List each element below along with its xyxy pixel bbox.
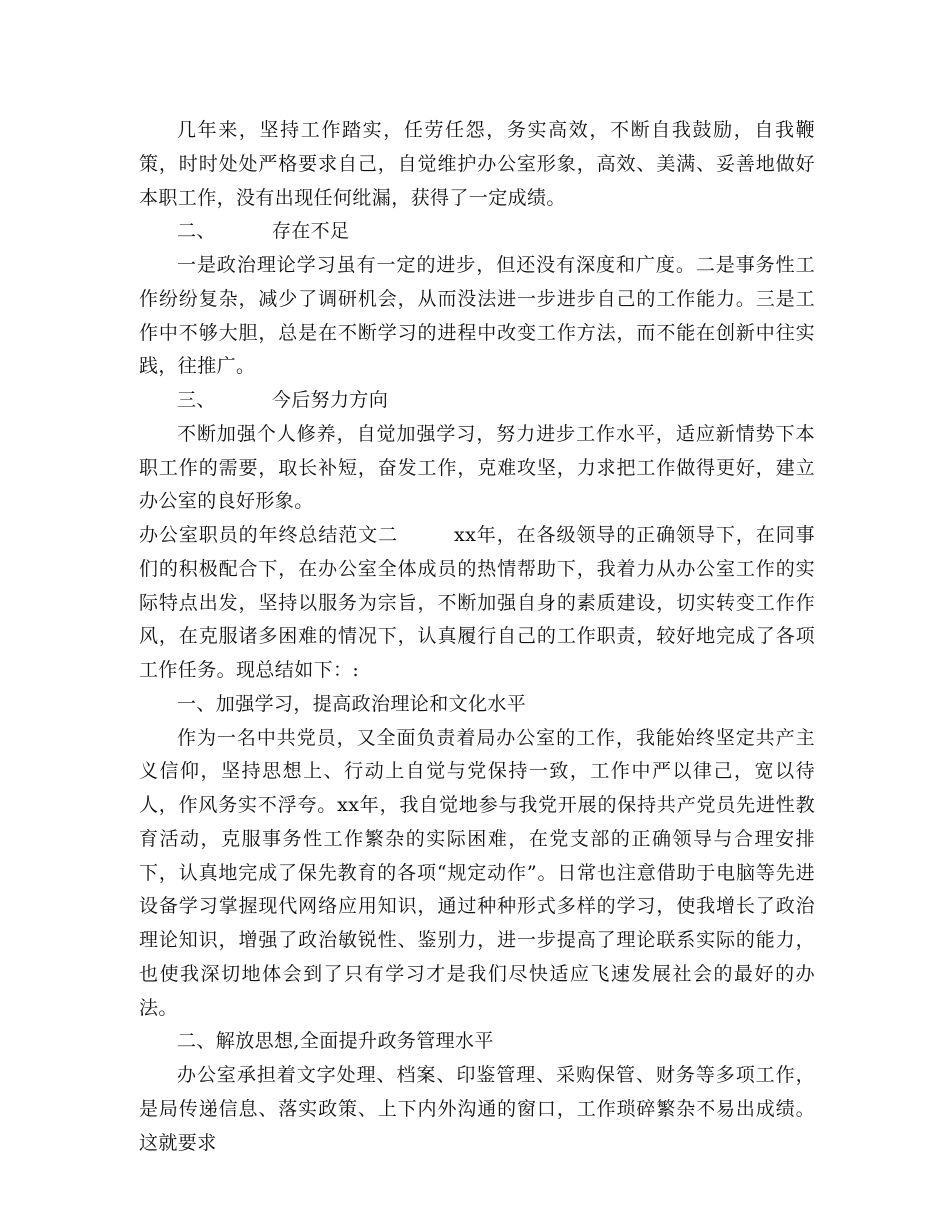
paragraph-management: 办公室承担着文字处理、档案、印鉴管理、采购保管、财务等多项工作，是局传递信息、落实政策、上下内外沟通的窗口，工作琐碎繁杂不易出成绩。这就要求 [139,1064,815,1154]
sample-title: 办公室职员的年终总结范文二 [139,524,399,546]
paragraph-study: 作为一名中共党员，又全面负责着局办公室的工作，我能始终坚定共产主义信仰，坚持思想上、行动上自觉与党保持一致，工作中严以律己，宽以待人，作风务实不浮夸。xx年，我自觉地参与我党开展的保持共产党员先进性教育活动，克服事务性工作繁杂的实际困难，在党支部的正确领导与合理安排下，认真地完成了保先教育的各项“规定动作”。日常也注意借助于电脑等先进设备学习掌握现代网络应用知识，通过种种形式多样的学习，使我增长了政治理论知识，增强了政治敏锐性、鉴别力，进一步提高了理论联系实际的能力，也使我深切地体会到了只有学习才是我们尽快适应飞速发展社会的最好的办法。 [139,726,815,1019]
section-number: 三、 [177,389,216,411]
paragraph-achievements: 几年来，坚持工作踏实，任劳任怨，务实高效，不断自我鼓励，自我鞭策，时时处处严格要求自己，自觉维护办公室形象，高效、美满、妥善地做好本职工作，没有出现任何纰漏，获得了一定成绩。 [139,119,815,209]
section-heading-management: 二、解放思想,全面提升政务管理水平 [177,1030,494,1053]
section-title: 今后努力方向 [271,389,389,411]
paragraph-future-direction: 不断加强个人修养，自觉加强学习，努力进步工作水平，适应新情势下本职工作的需要，取长补短，奋发工作，克难攻坚，力求把工作做得更好，建立办公室的良好形象。 [139,422,815,513]
section-heading-future-direction [139,384,815,418]
section-number: 二、 [177,220,216,243]
section-heading-study: 一、加强学习，提高政治理论和文化水平 [177,692,527,715]
section-heading-shortcomings [139,215,815,249]
paragraph-sample-two-intro [139,519,815,688]
document-body [139,114,815,1160]
sample-intro-text: xx年，在各级领导的正确领导下，在同事们的积极配合下，在办公室全体成员的热情帮助下，我着力从办公室工作的实际特点出发，坚持以服务为宗旨，不断加强自身的素质建设，切实转变工作作风，在克服诸多困难的情况下，认真履行自己的工作职责，较好地完成了各项工作任务。现总结如下：: [139,524,815,681]
paragraph-shortcomings: 一是政治理论学习虽有一定的进步，但还没有深度和广度。二是事务性工作纷纷复杂，减少了调研机会，从而没法进一步进步自己的工作能力。三是工作中不够大胆，总是在不断学习的进程中改变工作方法，而不能在创新中往实践，往推广。 [139,254,815,378]
section-title: 存在不足 [271,220,350,243]
